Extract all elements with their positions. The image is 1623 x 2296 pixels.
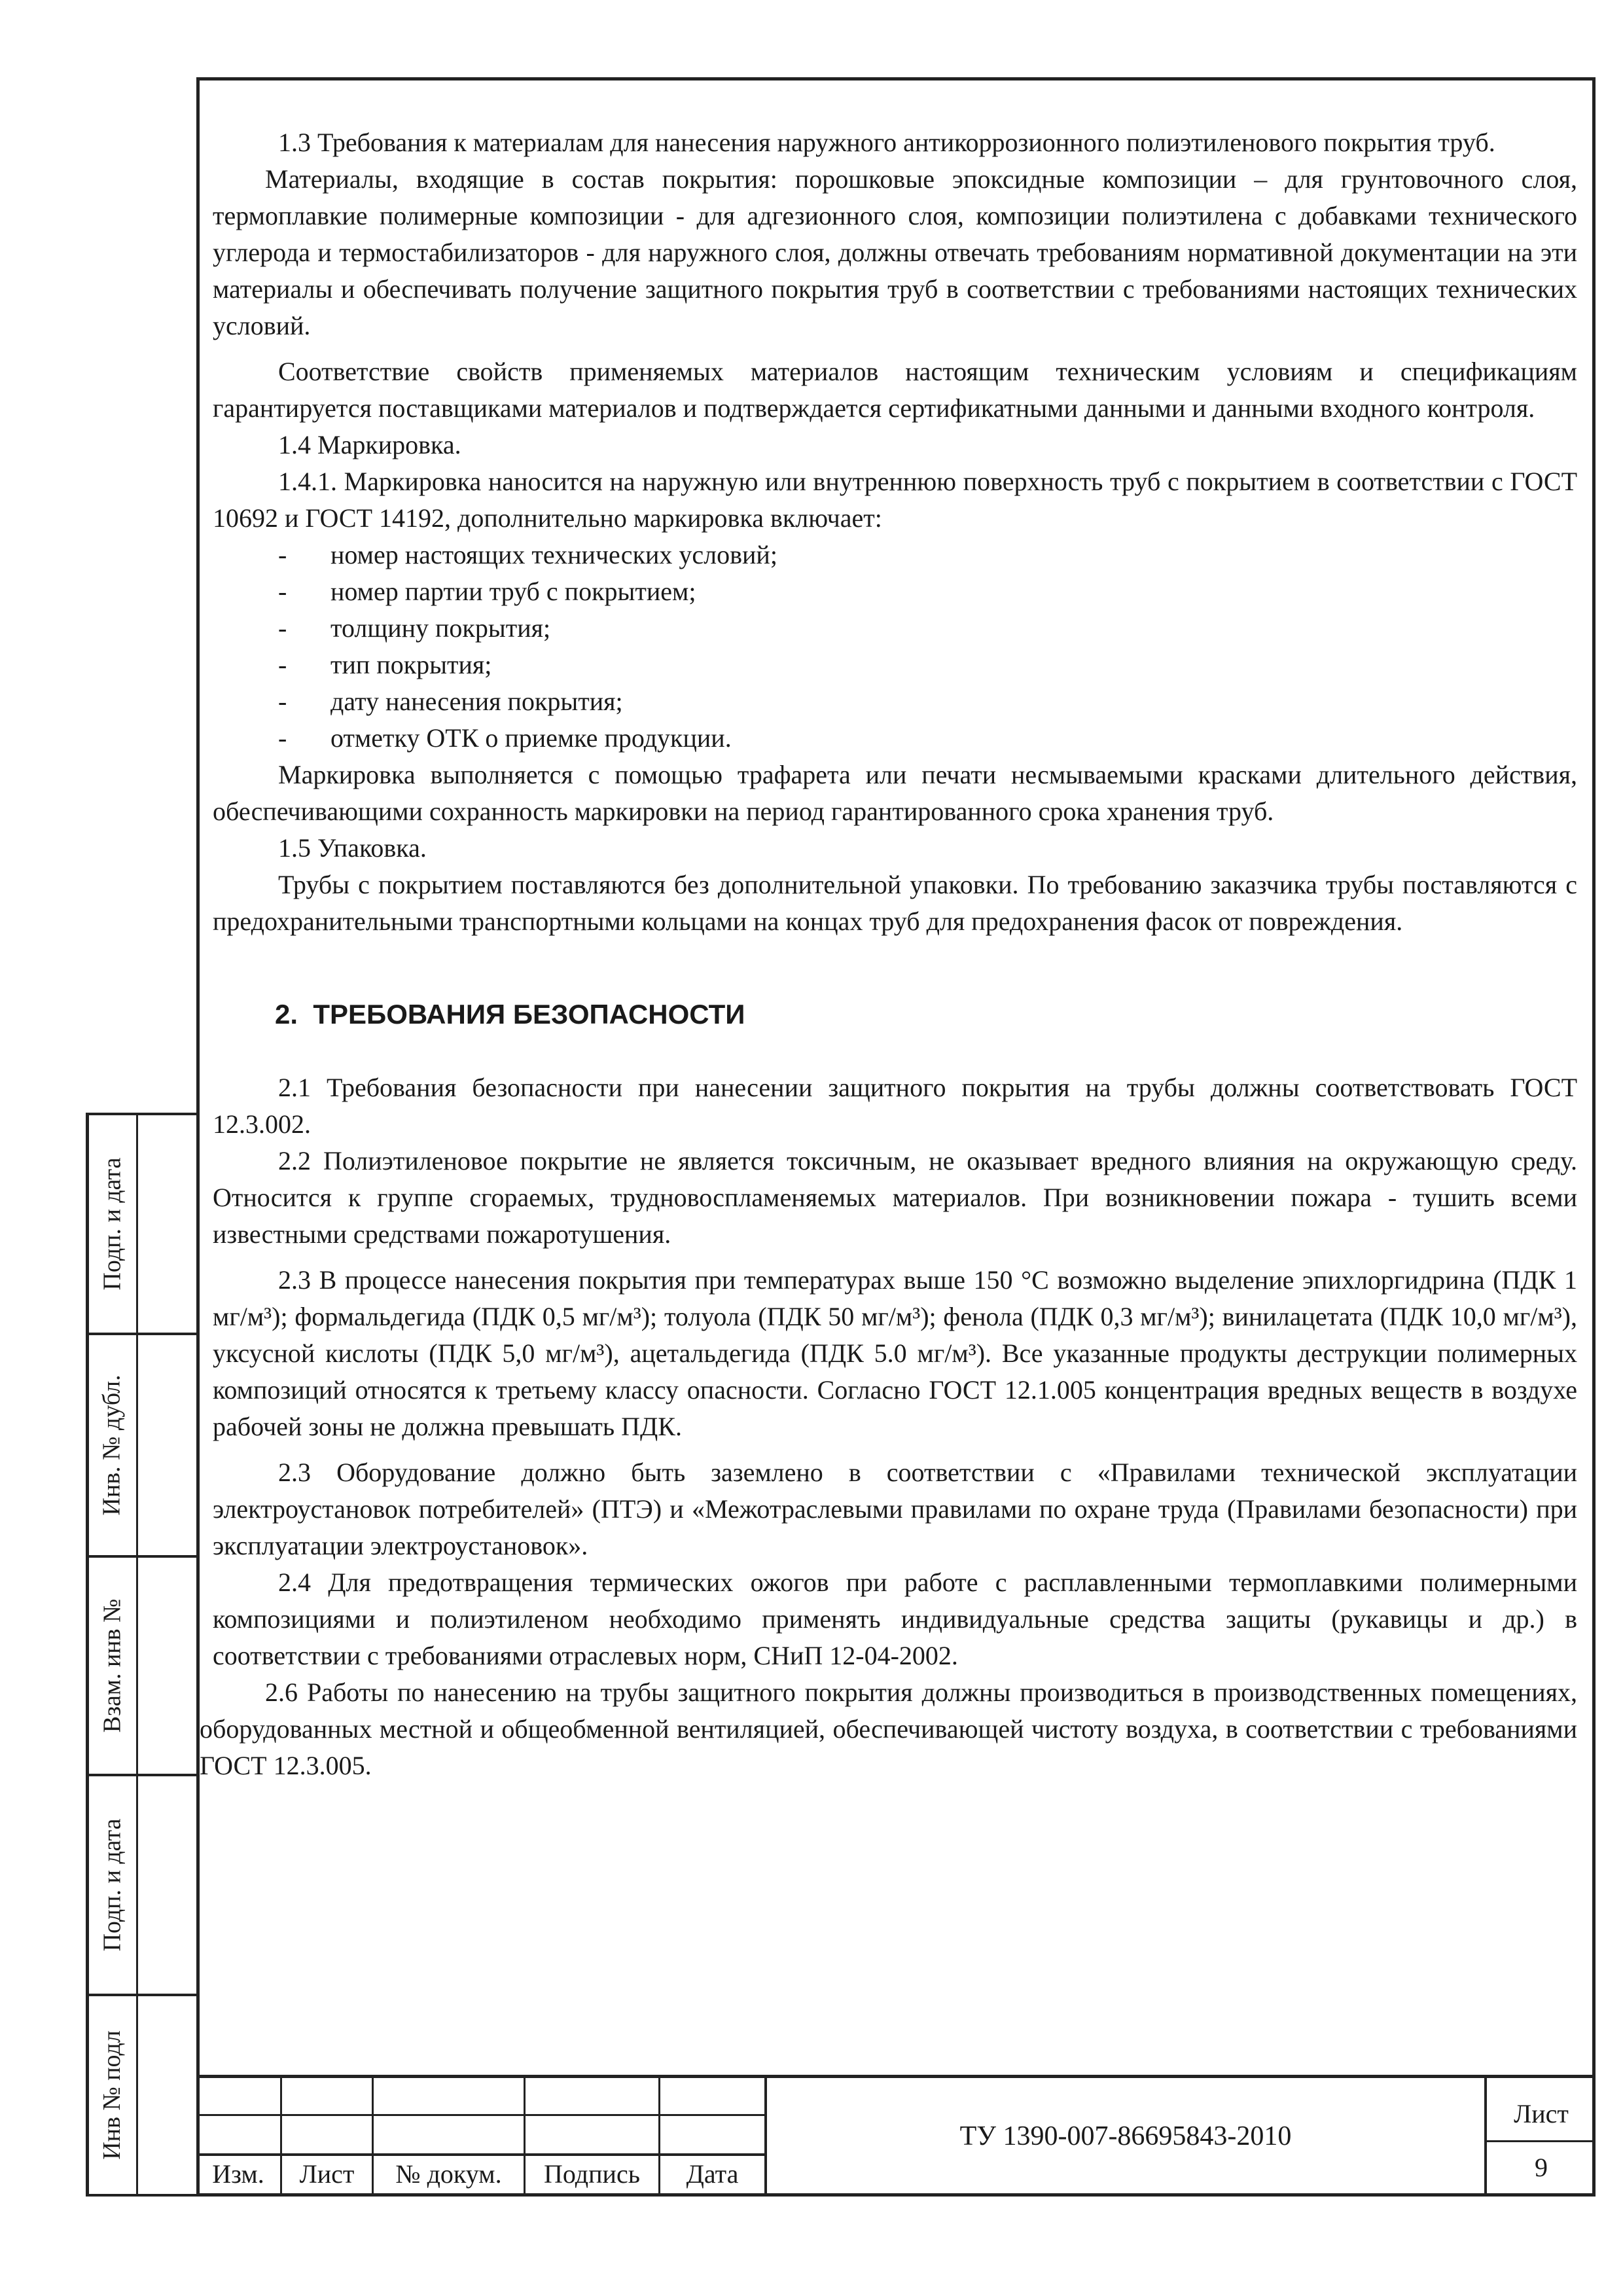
section-2-6: 2.6 Работы по нанесению на трубы защитного покрытия должны производиться в производственных помещениях, оборудованных местной и общеобменной вентиляцией, обеспечивающей чистоту воздуха, в соответствии с требованиями ГОСТ 12.3.005.	[200, 1677, 1577, 1780]
side-label-podp-data-2: Подп. и дата	[98, 1818, 126, 1952]
section-1-3-paragraph-2: Соответствие свойств применяемых материалов настоящим техническим условиям и спецификациям гарантируется поставщиками материалов и подтверждается сертификатными данными и данными входного контроля.	[213, 357, 1577, 423]
section-1-5-title: 1.5 Упаковка.	[278, 833, 427, 863]
list-item: - толщину покрытия;	[278, 613, 551, 643]
tb-izm: Изм.	[212, 2159, 264, 2189]
section-2-2: 2.2 Полиэтиленовое покрытие не является токсичным, не оказывает вредного влияния на окружающую среду. Относится к группе сгораемых, трудновоспламеняемых материалов. При возникновении пожара - тушить всеми известными средствами пожаротушения.	[213, 1146, 1577, 1249]
section-2-heading	[213, 999, 1577, 1030]
section-1-3-paragraph-1: Материалы, входящие в состав покрытия: порошковые эпоксидные композиции – для грунтовочного слоя, термоплавкие полимерные композиции - для адгезионного слоя, композиции полиэтилена с добавками технического углерода и термостабилизаторов - для наружного слоя, должны отвечать требованиям нормативной документации на эти материалы и обеспечивать получение защитного покрытия труб в соответствии с требованиями настоящих технических условий.	[213, 164, 1577, 340]
section-1-3-title: 1.3 Требования к материалам для нанесения наружного антикоррозионного полиэтиленового покрытия труб.	[278, 128, 1495, 157]
side-cell-podp-data-2	[86, 1776, 138, 1994]
side-cell-inv-podl	[86, 1996, 138, 2194]
tb-sheet-number: 9	[1535, 2153, 1548, 2182]
document-designation: ТУ 1390-007-86695843-2010	[959, 2121, 1292, 2151]
document-body	[200, 124, 1577, 1784]
side-label-inv-dubl: Инв. № дубл.	[98, 1374, 126, 1516]
tb-list: Лист	[299, 2159, 355, 2189]
tb-data: Дата	[686, 2159, 739, 2189]
section-2-3-a: 2.3 В процессе нанесения покрытия при температурах выше 150 °С возможно выделение эпихлоргидрина (ПДК 1 мг/м³); формальдегида (ПДК 0,5 мг/м³); толуола (ПДК 50 мг/м³); фенола (ПДК 0,3 мг/м³); винилацетата (ПДК 10,0 мг/м³), уксусной кислоты (ПДК 5,0 мг/м³), ацетальдегида (ПДК 5.0 мг/м³). Все указанные продукты деструкции полимерных композиций относятся к третьему классу опасности. Согласно ГОСТ 12.1.005 концентрация вредных веществ в воздухе рабочей зоны не должна превышать ПДК.	[213, 1265, 1577, 1441]
marking-list	[213, 537, 1577, 757]
list-item: - дату нанесения покрытия;	[278, 687, 623, 716]
section-2-4: 2.4 Для предотвращения термических ожогов при работе с расплавленными термоплавкими полимерными композициями и полиэтиленом необходимо применять индивидуальные средства защиты (рукавицы и др.) в соответствии с требованиями отраслевых норм, СНиП 12-04-2002.	[213, 1568, 1577, 1670]
tb-podpis: Подпись	[544, 2159, 640, 2189]
section-1-4-paragraph-2: Маркировка выполняется с помощью трафарета или печати несмываемыми красками длительного действия, обеспечивающими сохранность маркировки на период гарантированного срока хранения труб.	[213, 760, 1577, 826]
list-item: - отметку ОТК о приемке продукции.	[278, 723, 732, 753]
side-cell-podp-data-1	[86, 1115, 138, 1333]
list-item: - номер партии труб с покрытием;	[278, 577, 696, 606]
side-cell-inv-dubl	[86, 1335, 138, 1555]
section-2-number: 2.	[275, 999, 298, 1030]
title-block	[196, 2075, 1596, 2197]
list-item: - номер настоящих технических условий;	[278, 540, 777, 569]
side-label-inv-podl: Инв № подл	[98, 2030, 126, 2160]
side-label-podp-data-1: Подп. и дата	[98, 1157, 126, 1291]
section-2-1: 2.1 Требования безопасности при нанесении защитного покрытия на трубы должны соответствовать ГОСТ 12.3.002.	[213, 1073, 1577, 1139]
section-1-5-paragraph-1: Трубы с покрытием поставляются без дополнительной упаковки. По требованию заказчика трубы поставляются с предохранительными транспортными кольцами на концах труб для предохранения фасок от повреждения.	[213, 870, 1577, 936]
list-item: - тип покрытия;	[278, 650, 492, 679]
side-cell-vzam-inv	[86, 1558, 138, 1774]
tb-sheet-label: Лист	[1514, 2099, 1569, 2128]
side-label-vzam-inv: Взам. инв №	[98, 1598, 126, 1733]
section-1-4-1: 1.4.1. Маркировка наносится на наружную или внутреннюю поверхность труб с покрытием в соответствии с ГОСТ 10692 и ГОСТ 14192, дополнительно маркировка включает:	[213, 467, 1577, 533]
tb-n-dokum: № докум.	[395, 2159, 502, 2189]
section-1-4-title: 1.4 Маркировка.	[278, 430, 461, 459]
section-2-3-b: 2.3 Оборудование должно быть заземлено в соответствии с «Правилами технической эксплуатации электроустановок потребителей» (ПТЭ) и «Межотраслевыми правилами по охране труда (Правилами безопасности) при эксплуатации электроустановок».	[213, 1458, 1577, 1560]
section-2-title: ТРЕБОВАНИЯ БЕЗОПАСНОСТИ	[313, 999, 745, 1030]
